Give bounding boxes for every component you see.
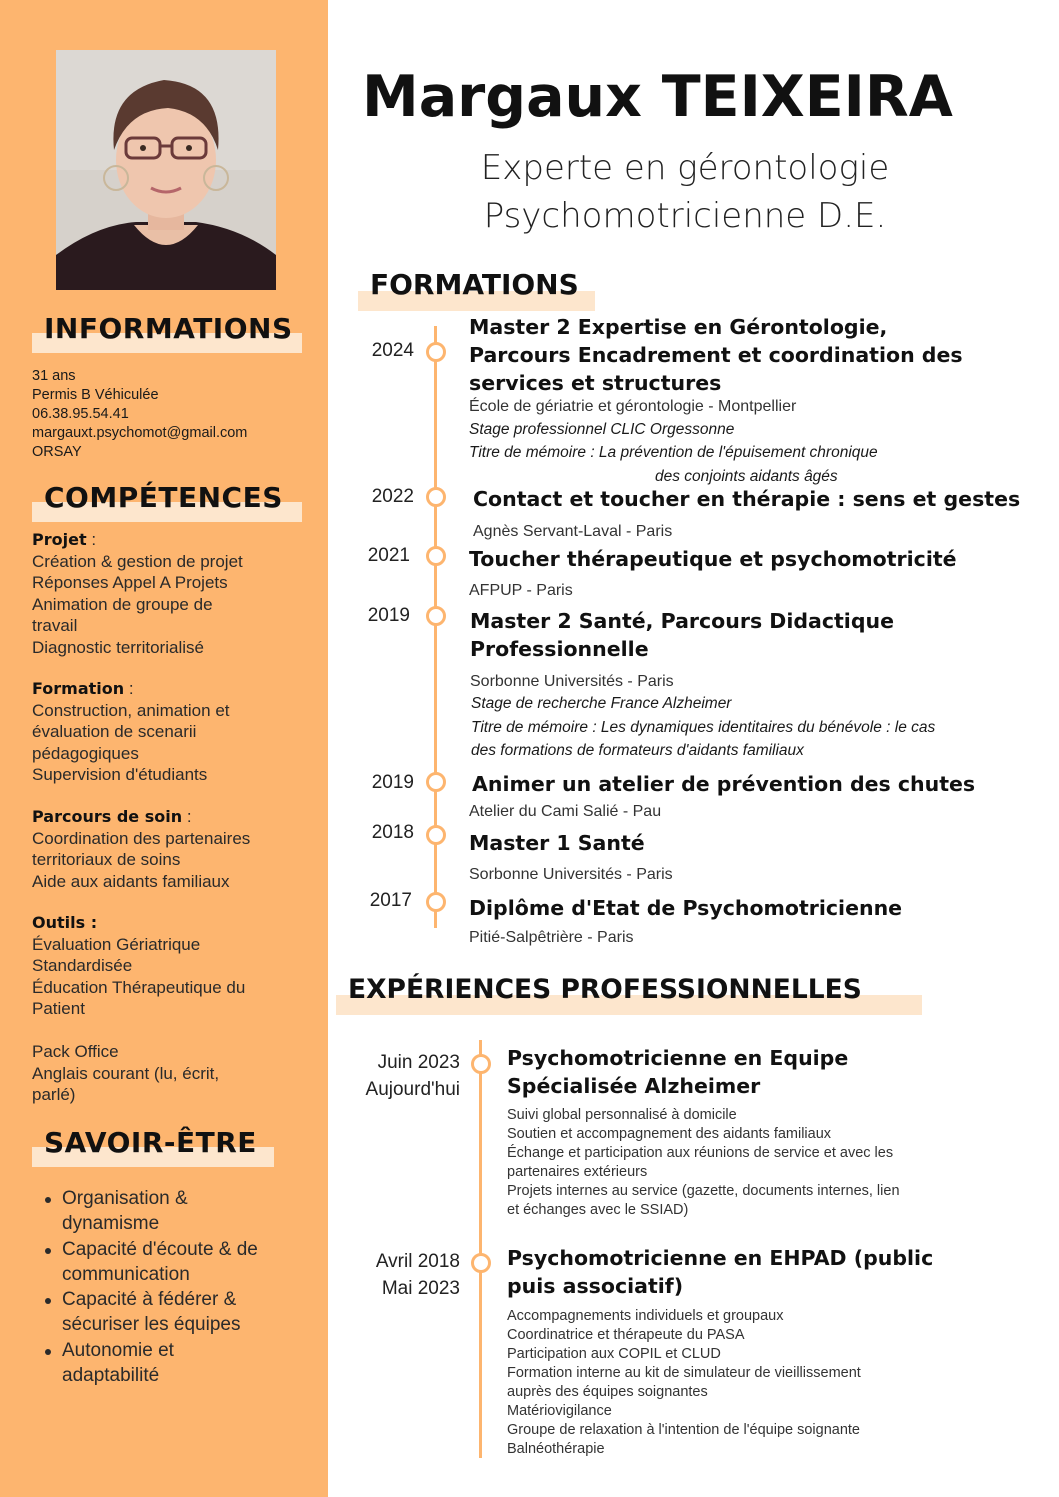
competence-item: Patient <box>32 999 85 1018</box>
formation-year: 2019 <box>367 605 410 626</box>
info-age: 31 ans <box>32 368 76 384</box>
competence-item: Réponses Appel A Projets <box>32 573 228 592</box>
timeline-dot <box>426 772 446 792</box>
formation-note: Titre de mémoire : Les dynamiques identitaires du bénévole : le cas <box>471 719 936 736</box>
formation-place: AFPUP - Paris <box>469 582 573 599</box>
formation-year: 2021 <box>367 545 410 566</box>
formation-year: 2019 <box>371 772 414 793</box>
list-item: Capacité d'écoute & de communication <box>42 1237 312 1288</box>
timeline-dot <box>426 342 446 362</box>
competence-item: Diagnostic territorialisé <box>32 637 204 657</box>
competence-spacer <box>32 1020 322 1042</box>
competence-item: évaluation de scenarii <box>32 722 197 741</box>
formation-year: 2022 <box>371 486 414 507</box>
formation-note: Stage de recherche France Alzheimer <box>471 695 732 712</box>
competence-label: Projet <box>32 530 87 549</box>
formation-note: Titre de mémoire : La prévention de l'épuisement chronique <box>469 444 878 461</box>
formation-note: des formations de formateurs d'aidants familiaux <box>471 742 804 759</box>
subtitle-line-1: Experte en gérontologie <box>480 148 890 188</box>
competence-item: parlé) <box>32 1085 76 1104</box>
timeline-dot <box>426 825 446 845</box>
timeline-dot <box>471 1253 491 1273</box>
competence-item: territoriaux de soins <box>32 850 181 869</box>
info-email[interactable]: margauxt.psychomot@gmail.com <box>32 425 248 441</box>
formation-place: Agnès Servant-Laval - Paris <box>473 523 673 540</box>
informations-heading: INFORMATIONS <box>44 312 293 345</box>
competence-group-parcours: Parcours de soin : Coordination des partenaires territoriaux de soins Aide aux aidants familiaux <box>32 806 322 892</box>
experience-date: Avril 2018 Mai 2023 <box>375 1251 460 1299</box>
formation-title: Master 2 Santé, Parcours Didactique Professionnelle <box>470 609 895 661</box>
formation-title: Toucher thérapeutique et psychomotricité <box>469 547 957 571</box>
competence-item: Pack Office <box>32 1042 119 1061</box>
competence-group-formation: Formation : Construction, animation et évaluation de scenarii pédagogiques Supervision d'étudiants <box>32 678 322 786</box>
candidate-name: Margaux TEIXEIRA <box>362 64 953 130</box>
savoir-etre-list <box>42 1186 312 1388</box>
formation-year: 2024 <box>371 340 414 361</box>
list-item: Organisation & dynamisme <box>42 1186 312 1237</box>
experiences-timeline <box>479 1040 482 1458</box>
competence-label: Formation <box>32 679 125 698</box>
list-item: Autonomie et adaptabilité <box>42 1338 312 1389</box>
formation-title: Animer un atelier de prévention des chutes <box>472 772 976 796</box>
formations-heading: FORMATIONS <box>370 268 579 301</box>
experiences-heading: EXPÉRIENCES PROFESSIONNELLES <box>348 974 862 1005</box>
info-phone: 06.38.95.54.41 <box>32 406 129 422</box>
experience-details: Suivi global personnalisé à domicile Soutien et accompagnement des aidants familiaux Échange et participation aux réunions de service et avec les partenaires extérieurs Projets internes au service (gazette, documents internes, lien et échanges avec le SSIAD) <box>507 1107 900 1218</box>
competence-label: Parcours de soin <box>32 807 183 826</box>
formation-title: Contact et toucher en thérapie : sens et gestes <box>473 487 1021 511</box>
formation-place: Atelier du Cami Salié - Pau <box>469 803 662 820</box>
profile-photo-illustration <box>56 50 276 290</box>
competence-group-projet: Projet : Création & gestion de projet Réponses Appel A Projets Animation de groupe de travail Diagnostic territorialisé <box>32 529 322 658</box>
competence-item: travail <box>32 616 78 635</box>
competence-item: Construction, animation et <box>32 700 230 720</box>
formation-title: Diplôme d'Etat de Psychomotricienne <box>469 896 903 920</box>
formation-place: Sorbonne Universités - Paris <box>470 673 674 690</box>
subtitle-line-2: Psychomotricienne D.E. <box>483 196 887 236</box>
profile-photo <box>56 50 276 290</box>
informations-list <box>32 367 322 462</box>
formation-place: École de gériatrie et gérontologie - Montpellier <box>469 398 797 415</box>
timeline-dot <box>471 1054 491 1074</box>
list-item: Capacité à fédérer & sécuriser les équipes <box>42 1287 312 1338</box>
formation-place: Sorbonne Universités - Paris <box>469 866 673 883</box>
competence-item: Anglais courant (lu, écrit, <box>32 1063 220 1083</box>
timeline-dot <box>426 487 446 507</box>
timeline-dot <box>426 892 446 912</box>
formation-year: 2018 <box>371 822 414 843</box>
experience-date: Juin 2023 Aujourd'hui <box>365 1052 460 1100</box>
competence-group-outils <box>32 912 322 1106</box>
formation-note: des conjoints aidants âgés <box>655 468 838 485</box>
timeline-dot <box>426 606 446 626</box>
competence-item: Animation de groupe de <box>32 594 213 614</box>
competences-heading: COMPÉTENCES <box>44 481 283 514</box>
formation-title: Master 1 Santé <box>469 831 645 855</box>
formation-note: Stage professionnel CLIC Orgessonne <box>469 421 735 438</box>
competence-item: Coordination des partenaires <box>32 828 251 848</box>
competence-item: Éducation Thérapeutique du <box>32 977 246 997</box>
formation-place: Pitié-Salpêtrière - Paris <box>469 929 634 946</box>
info-city: ORSAY <box>32 444 82 460</box>
timeline-dot <box>426 546 446 566</box>
experience-title: Psychomotricienne en EHPAD (public puis associatif) <box>507 1246 934 1298</box>
formation-year: 2017 <box>369 890 412 911</box>
competence-item: Supervision d'étudiants <box>32 765 208 784</box>
competence-label: Outils : <box>32 913 98 932</box>
savoir-etre-heading: SAVOIR-ÊTRE <box>44 1126 257 1159</box>
competence-item: Standardisée <box>32 956 133 975</box>
info-license: Permis B Véhiculée <box>32 387 159 403</box>
experience-title: Psychomotricienne en Equipe Spécialisée Alzheimer <box>507 1046 849 1098</box>
competence-item: pédagogiques <box>32 743 139 763</box>
formation-title: Master 2 Expertise en Gérontologie, Parcours Encadrement et coordination des services et structures <box>469 315 963 395</box>
competence-item: Création & gestion de projet <box>32 551 243 571</box>
competence-item: Aide aux aidants familiaux <box>32 871 230 891</box>
experience-details: Accompagnements individuels et groupaux Coordinatrice et thérapeute du PASA Participation aux COPIL et CLUD Formation interne au kit de simulateur de vieillissement auprès des équipes soignantes Matériovigilance Groupe de relaxation à l'intention de l'équipe soignante Balnéothérapie <box>507 1308 861 1457</box>
competence-item: Évaluation Gériatrique <box>32 934 201 954</box>
sidebar <box>0 0 328 1497</box>
